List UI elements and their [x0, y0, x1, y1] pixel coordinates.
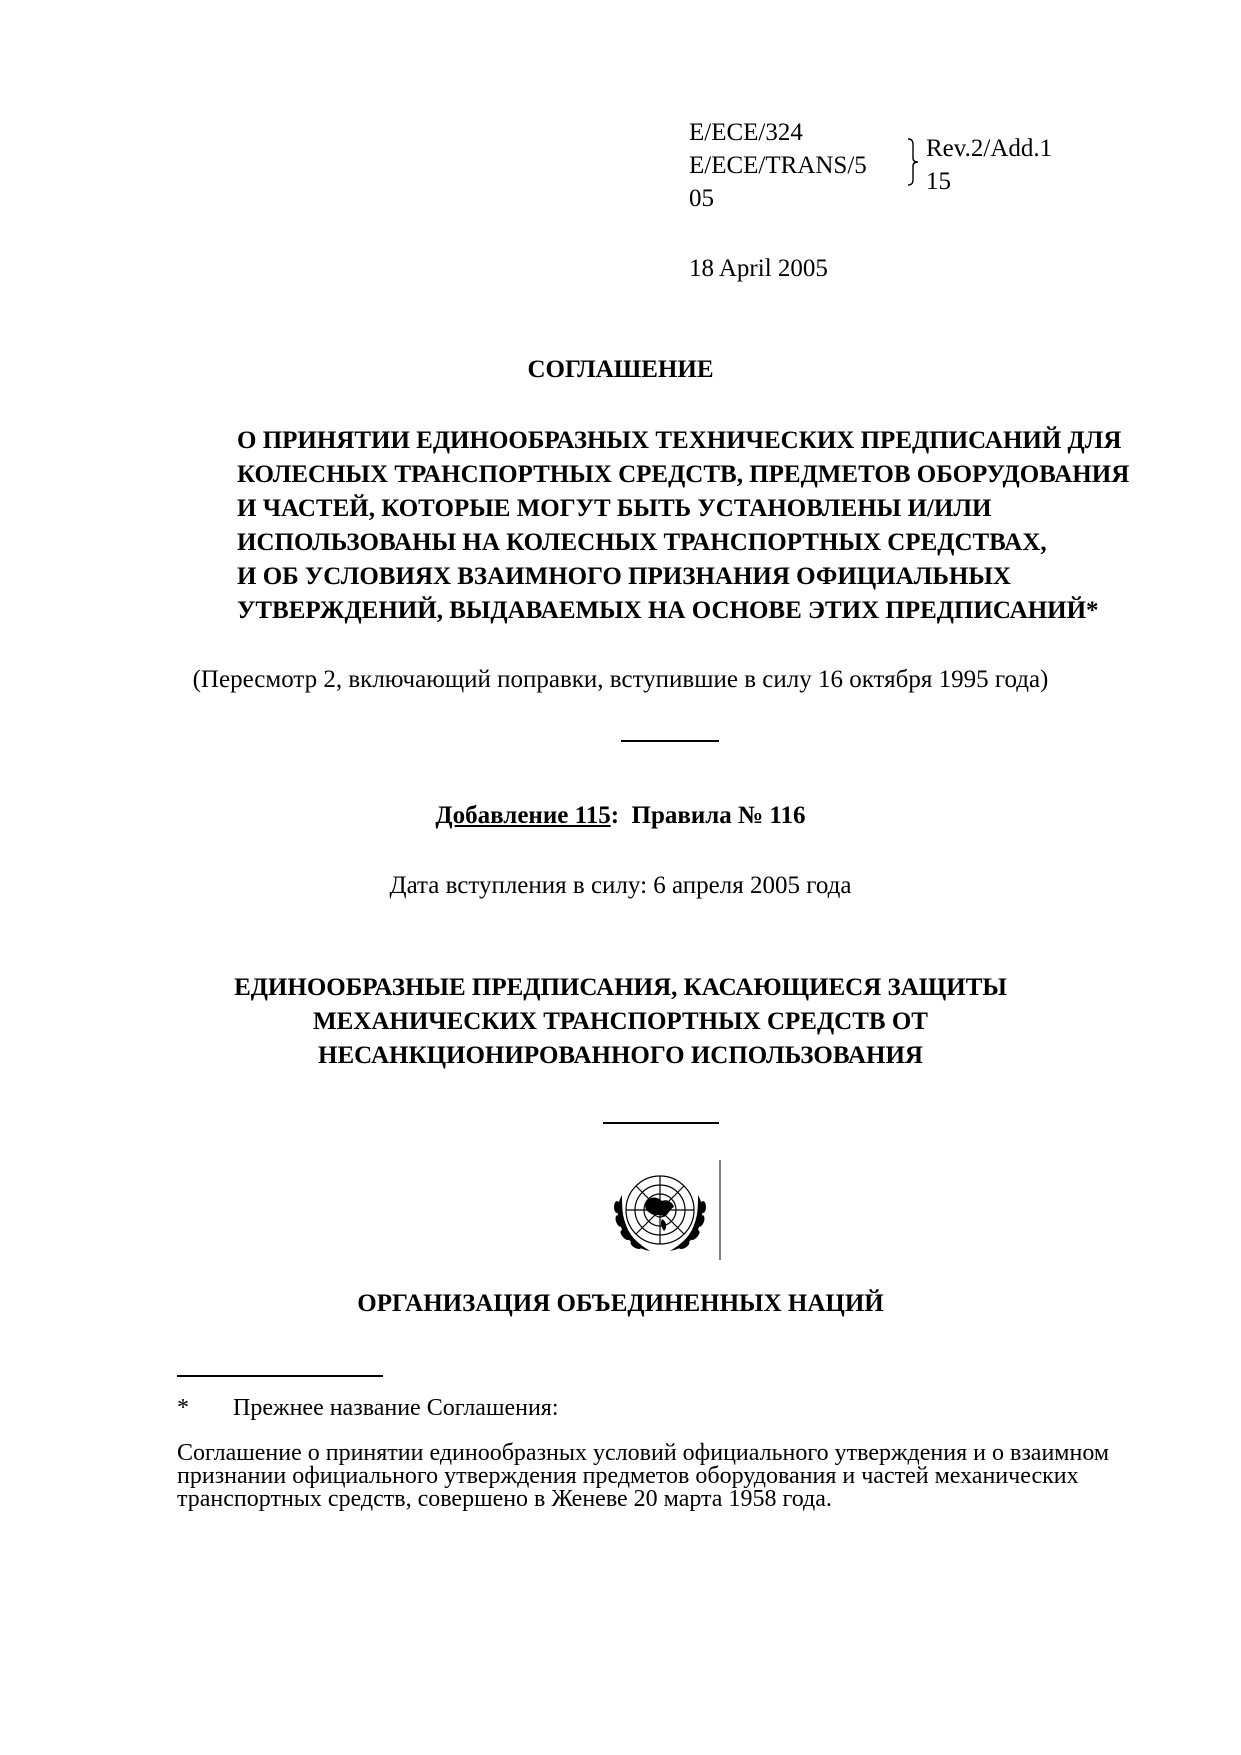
symbol-brace	[906, 138, 920, 191]
revision-line: 15	[926, 168, 951, 195]
subtitle-line: И ЧАСТЕЙ, КОТОРЫЕ МОГУТ БЫТЬ УСТАНОВЛЕНЫ И/ИЛИ	[237, 495, 992, 522]
brace-icon	[906, 138, 920, 186]
symbol-line: E/ECE/324	[689, 119, 803, 146]
document-symbols	[689, 116, 867, 215]
revision-line: Rev.2/Add.1	[926, 135, 1053, 162]
un-emblem-icon	[606, 1155, 728, 1270]
footnote-line: транспортных средств, совершено в Женеве 20 марта 1958 года.	[177, 1486, 832, 1512]
subtitle-line: КОЛЕСНЫХ ТРАНСПОРТНЫХ СРЕДСТВ, ПРЕДМЕТОВ ОБОРУДОВАНИЯ	[237, 461, 1130, 488]
footnote-body	[177, 1442, 1177, 1511]
agreement-subtitle	[237, 424, 1137, 628]
agreement-title: СОГЛАШЕНИЕ	[527, 356, 714, 383]
symbol-line: 05	[689, 185, 714, 212]
revision-note: (Пересмотр 2, включающий поправки, вступившие в силу 16 октября 1995 года)	[192, 666, 1049, 693]
section-divider	[603, 1122, 719, 1124]
regulation-number: Правила № 116	[631, 802, 806, 829]
addendum-heading	[0, 802, 1241, 830]
subtitle-line: УТВЕРЖДЕНИЙ, ВЫДАВАЕМЫХ НА ОСНОВЕ ЭТИХ ПРЕДПИСАНИЙ*	[237, 597, 1099, 624]
footnote-line: Соглашение о принятии единообразных условий официального утверждения и о взаимном	[177, 1440, 1110, 1466]
regulation-title-line: ЕДИНООБРАЗНЫЕ ПРЕДПИСАНИЯ, КАСАЮЩИЕСЯ ЗАЩИТЫ	[234, 974, 1007, 1001]
entry-into-force: Дата вступления в силу: 6 апреля 2005 года	[389, 872, 852, 899]
subtitle-line: ИСПОЛЬЗОВАНЫ НА КОЛЕСНЫХ ТРАНСПОРТНЫХ СРЕДСТВАХ,	[237, 529, 1047, 556]
regulation-title-line: МЕХАНИЧЕСКИХ ТРАНСПОРТНЫХ СРЕДСТВ ОТ	[313, 1008, 928, 1035]
footnote-heading: Прежнее название Соглашения:	[233, 1395, 559, 1421]
regulation-title-line: НЕСАНКЦИОНИРОВАННОГО ИСПОЛЬЗОВАНИЯ	[318, 1042, 923, 1069]
addendum-label: Добавление 115	[435, 802, 611, 829]
section-divider	[621, 740, 719, 742]
regulation-title	[0, 971, 1241, 1073]
footnote-divider	[177, 1375, 383, 1377]
symbol-line: E/ECE/TRANS/5	[689, 152, 867, 179]
footnote-mark: *	[177, 1395, 189, 1421]
addendum-separator: :	[610, 802, 620, 829]
organization-name: ОРГАНИЗАЦИЯ ОБЪЕДИНЕННЫХ НАЦИЙ	[357, 1290, 884, 1317]
footnote-line: признании официального утверждения предметов оборудования и частей механических	[177, 1463, 1079, 1489]
revision-number	[926, 132, 1052, 198]
document-date: 18 April 2005	[689, 255, 828, 282]
subtitle-line: И ОБ УСЛОВИЯХ ВЗАИМНОГО ПРИЗНАНИЯ ОФИЦИАЛЬНЫХ	[237, 563, 1011, 590]
subtitle-line: О ПРИНЯТИИ ЕДИНООБРАЗНЫХ ТЕХНИЧЕСКИХ ПРЕДПИСАНИЙ ДЛЯ	[237, 427, 1122, 454]
